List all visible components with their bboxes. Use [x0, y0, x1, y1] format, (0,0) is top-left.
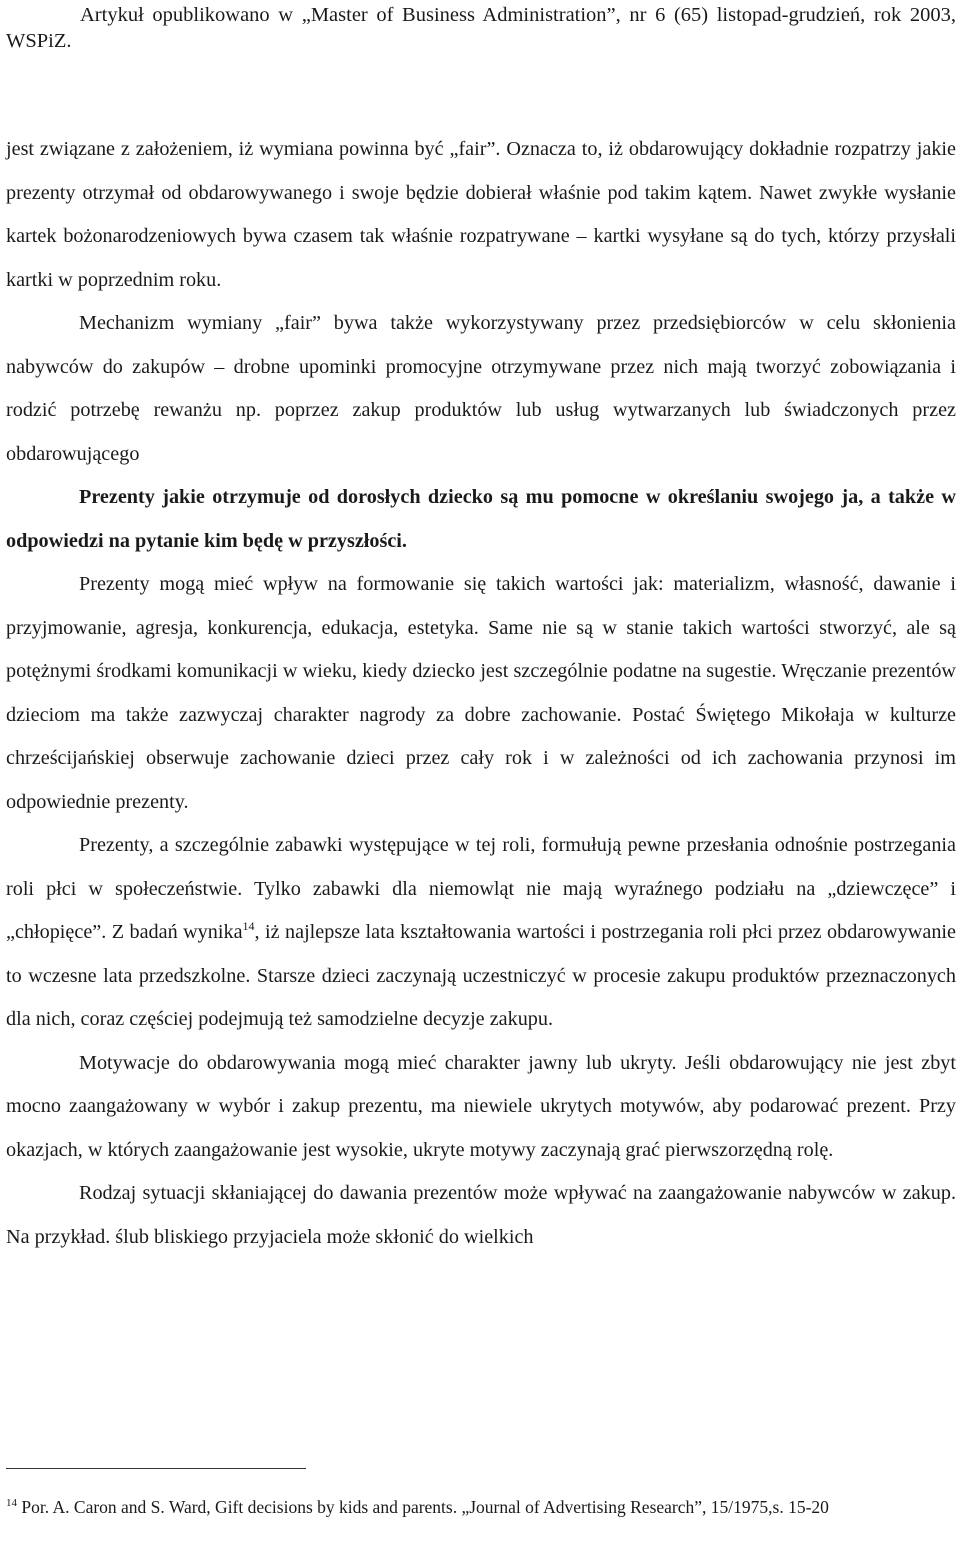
footnote-reference: 14 [242, 919, 255, 933]
footnote-text: Por. A. Caron and S. Ward, Gift decisions by kids and parents. „Journal of Advertising Research”, 15/1975,s. 15-20 [17, 1497, 829, 1517]
paragraph-children-identity: Prezenty jakie otrzymuje od dorosłych dziecko są mu pomocne w określaniu swojego ja, a także w odpowiedzi na pytanie kim będę w przyszłości. [6, 486, 956, 552]
paragraph-motivations: Motywacje do obdarowywania mogą mieć charakter jawny lub ukryty. Jeśli obdarowujący nie jest zbyt mocno zaangażowany w wybór i zakup prezentu, ma niewiele ukrytych motywów, aby podarować prezent. Przy okazjach, w których zaangażowanie jest wysokie, ukryte motywy zaczynają grać pierwszorzędną rolę. [6, 1051, 956, 1161]
footnote-number: 14 [6, 1497, 17, 1509]
article-body [6, 128, 956, 1259]
paragraph-gender-roles-part2: , iż najlepsze lata kształtowania wartości i postrzegania roli płci przez obdarowywanie to wczesne lata przedszkolne. Starsze dzieci zaczynają uczestniczyć w procesie zakupu produktów przeznaczonych dla nich, coraz częściej podejmują też samodzielne decyzje zakupu. [6, 921, 956, 1030]
paragraph-situation-type: Rodzaj sytuacji skłaniającej do dawania prezentów może wpływać na zaangażowanie nabywców w zakup. Na przykład. ślub bliskiego przyjaciela może skłonić do wielkich [6, 1182, 956, 1248]
paragraph-gender-roles-part1: Prezenty, a szczególnie zabawki występujące w tej roli, formułują pewne przesłania odnośnie postrzegania roli płci w społeczeństwie. Tylko zabawki dla niemowląt nie mają wyraźnego podziału na „dziewczęce” i „chłopięce”. Z badań wynika [6, 834, 956, 943]
publication-header: Artykuł opublikowano w „Master of Business Administration”, nr 6 (65) listopad-grudzień, rok 2003, WSPiZ. [6, 4, 956, 52]
paragraph-fair-mechanism: Mechanizm wymiany „fair” bywa także wykorzystywany przez przedsiębiorców w celu skłonienia nabywców do zakupów – drobne upominki promocyjne otrzymywane przez nich mają tworzyć zobowiązania i rodzić potrzebę rewanżu np. poprzez zakup produktów lub usług wytwarzanych lub świadczonych przez obdarowującego [6, 312, 956, 465]
paragraph-gender-roles [6, 824, 956, 1042]
paragraph-gift-values: Prezenty mogą mieć wpływ na formowanie się takich wartości jak: materializm, własność, dawanie i przyjmowanie, agresja, konkurencja, edukacja, estetyka. Same nie są w stanie takich wartości stworzyć, ale są potężnymi środkami komunikacji w wieku, kiedy dziecko jest szczególnie podatne na sugestie. Wręczanie prezentów dzieciom ma także zazwyczaj charakter nagrody za dobre zachowanie. Postać Świętego Mikołaja w kulturze chrześcijańskiej obserwuje zachowanie dzieci przez cały rok i w zależności od ich zachowania przynosi im odpowiednie prezenty. [6, 573, 956, 813]
footnote [6, 1495, 956, 1520]
footnote-divider [6, 1468, 306, 1469]
paragraph-exchange-fair: jest związane z założeniem, iż wymiana powinna być „fair”. Oznacza to, iż obdarowujący dokładnie rozpatrzy jakie prezenty otrzymał od obdarowywanego i swoje będzie dobierał właśnie pod takim kątem. Nawet zwykłe wysłanie kartek bożonarodzeniowych bywa czasem tak właśnie rozpatrywane – kartki wysyłane są do tych, którzy przysłali kartki w poprzednim roku. [6, 138, 956, 291]
